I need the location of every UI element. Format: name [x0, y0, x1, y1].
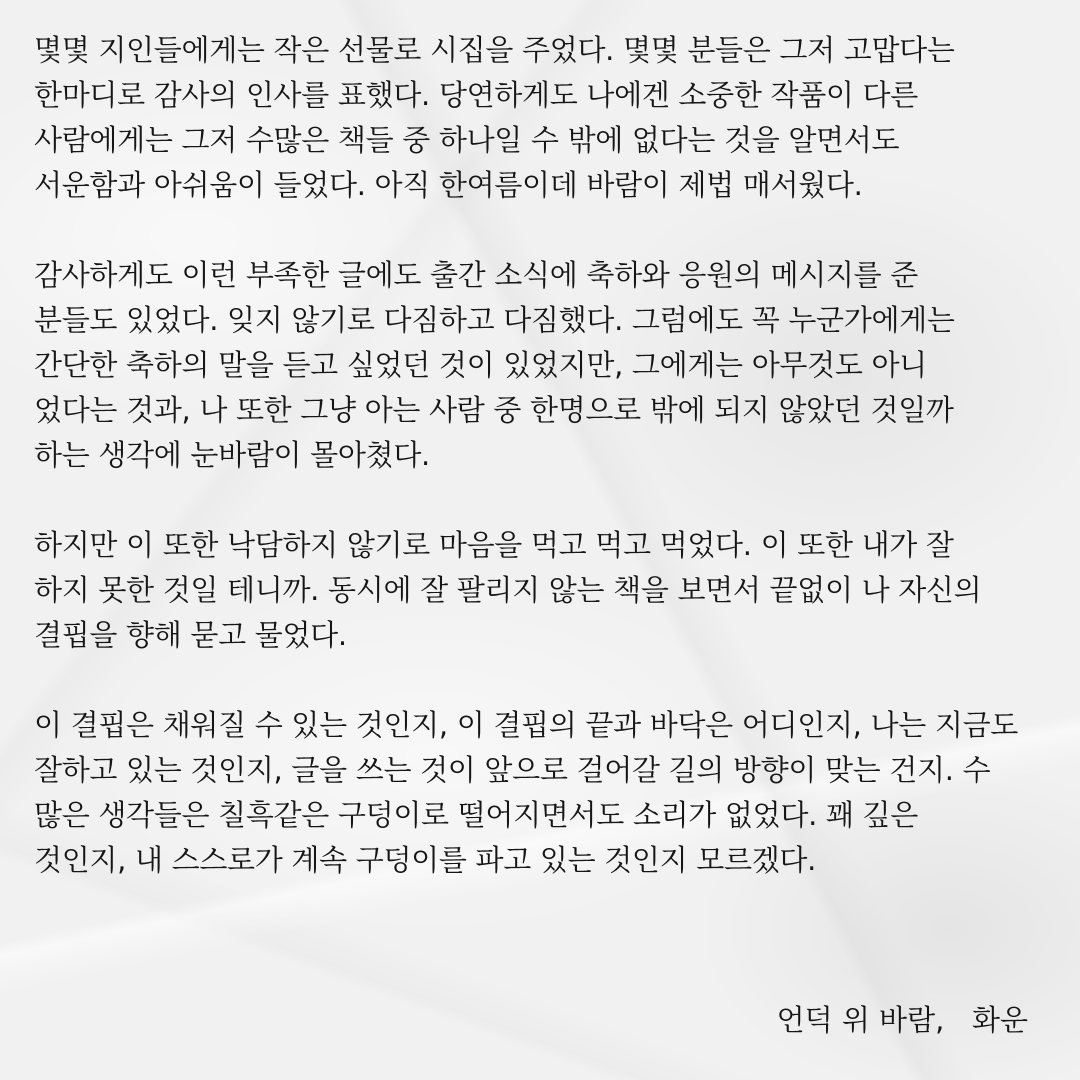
essay-body	[34, 28, 1044, 928]
paragraph-line: 하지 못한 것일 테니까. 동시에 잘 팔리지 않는 책을 보면서 끝없이 나 자신의	[34, 573, 982, 607]
paragraph-3	[34, 523, 1044, 658]
paragraph-line: 감사하게도 이런 부족한 글에도 출간 소식에 축하와 응원의 메시지를 준	[34, 258, 918, 292]
paragraph-line: 이 결핍은 채워질 수 있는 것인지, 이 결핍의 끝과 바닥은 어디인지, 나는 지금도	[34, 708, 1018, 742]
paragraph-line: 서운함과 아쉬움이 들었다. 아직 한여름이데 바람이 제법 매서웠다.	[34, 168, 863, 202]
paragraph-line: 었다는 것과, 나 또한 그냥 아는 사람 중 한명으로 밖에 되지 않았던 것일까	[34, 393, 954, 427]
paragraph-line: 결핍을 향해 묻고 물었다.	[34, 618, 347, 652]
author-signature: 언덕 위 바람, 화운	[776, 1003, 1028, 1037]
paragraph-line: 많은 생각들은 칠흑같은 구덩이로 떨어지면서도 소리가 없었다. 꽤 깊은	[34, 798, 918, 832]
paragraph-2	[34, 253, 1044, 478]
paragraph-line: 하지만 이 또한 낙담하지 않기로 마음을 먹고 먹고 먹었다. 이 또한 내가 잘	[34, 528, 954, 562]
paragraph-line: 하는 생각에 눈바람이 몰아쳤다.	[34, 438, 430, 472]
paragraph-4	[34, 703, 1044, 883]
paragraph-line: 한마디로 감사의 인사를 표했다. 당연하게도 나에겐 소중한 작품이 다른	[34, 78, 918, 112]
paragraph-line: 잘하고 있는 것인지, 글을 쓰는 것이 앞으로 걸어갈 길의 방향이 맞는 건지. 수	[34, 753, 991, 787]
paragraph-1	[34, 28, 1044, 208]
paragraph-line: 몇몇 지인들에게는 작은 선물로 시집을 주었다. 몇몇 분들은 그저 고맙다는	[34, 33, 955, 67]
paragraph-line: 사람에게는 그저 수많은 책들 중 하나일 수 밖에 없다는 것을 알면서도	[34, 123, 900, 157]
paragraph-line: 분들도 있었다. 잊지 않기로 다짐하고 다짐했다. 그럼에도 꼭 누군가에게는	[34, 303, 955, 337]
paragraph-line: 간단한 축하의 말을 듣고 싶었던 것이 있었지만, 그에게는 아무것도 아니	[34, 348, 927, 382]
paragraph-line: 것인지, 내 스스로가 계속 구덩이를 파고 있는 것인지 모르겠다.	[34, 843, 817, 877]
